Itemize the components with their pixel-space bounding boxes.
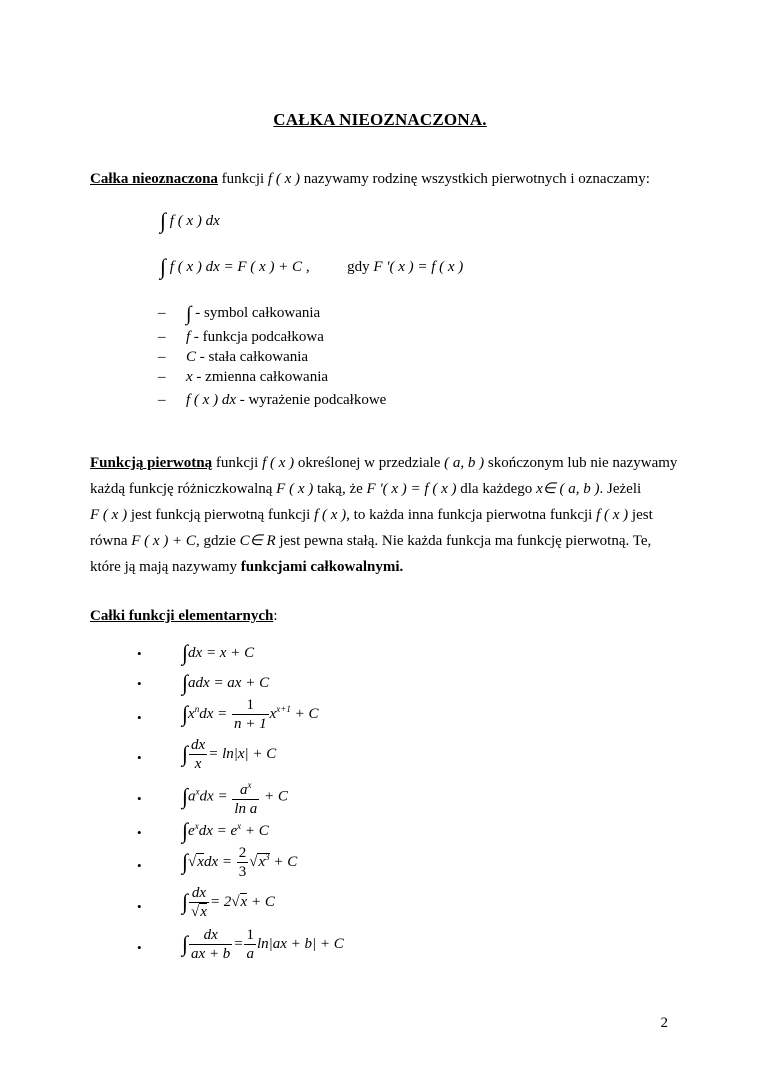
- formula-part: dx =: [203, 853, 232, 870]
- formula-exponent: x: [195, 786, 200, 797]
- primitive-text: jest funkcją pierwotną funkcji: [127, 507, 315, 523]
- integral-sign: ∫: [160, 208, 167, 233]
- formula-part: + C: [260, 788, 288, 805]
- primitive-text: funkcji: [212, 455, 263, 471]
- integral-formula-1: [182, 640, 254, 666]
- formula-body: dx = x + C: [188, 645, 255, 661]
- primitive-text: . Jeżeli: [599, 481, 642, 497]
- formula-1-body: f ( x ) dx: [169, 213, 220, 229]
- sqrt-icon: √: [191, 904, 200, 920]
- fraction: [189, 884, 209, 921]
- fraction-denominator: x: [200, 904, 207, 920]
- bullet: •: [137, 646, 142, 661]
- bullet: •: [137, 676, 142, 691]
- formula-part: + C: [269, 853, 298, 870]
- fraction-numerator: 1: [246, 927, 254, 943]
- integral-sign: ∫: [182, 640, 189, 665]
- legend-symbol: f: [186, 329, 191, 345]
- primitive-math: f ( x ): [262, 455, 295, 471]
- sqrt-icon: √: [188, 853, 197, 870]
- primitive-math: ( a, b ): [444, 455, 485, 471]
- integral-sign: ∫: [182, 700, 189, 726]
- primitive-bold-end: funkcjami całkowalnymi.: [240, 559, 404, 575]
- bullet: •: [137, 858, 142, 873]
- fraction-numerator: dx: [189, 926, 232, 945]
- legend-symbol: x: [186, 369, 193, 385]
- formula-part: =: [233, 935, 244, 952]
- legend-desc: - wyrażenie podcałkowe: [235, 392, 387, 408]
- formula-part: + C: [241, 823, 269, 839]
- fraction-denominator: x: [194, 756, 202, 772]
- formula-part: x: [188, 705, 195, 722]
- legend-row: [158, 349, 308, 366]
- primitive-math: F ( x ): [90, 507, 128, 523]
- bullet: •: [137, 791, 142, 806]
- primitive-text: jest pewna stałą. Nie każda funkcja ma funkcję pierwotną. Te, które ją mają nazywamy: [90, 533, 652, 575]
- fraction: [232, 696, 269, 733]
- primitive-math: F ( x ) + C: [131, 533, 196, 549]
- primitive-math: x∈ ( a, b ): [536, 481, 600, 497]
- fraction-numerator: dx: [189, 884, 209, 903]
- integral-sign: ∫: [182, 930, 189, 956]
- fraction-numerator: 2: [238, 845, 247, 861]
- formula-2-rhs: F '( x ) = f ( x ): [373, 259, 464, 275]
- primitive-text: jest równa: [90, 507, 653, 549]
- integral-sign: ∫: [182, 888, 189, 914]
- integral-sign: ∫: [182, 783, 189, 809]
- bullet: •: [137, 710, 142, 725]
- elementary-heading-row: [90, 603, 680, 629]
- legend-row: [158, 392, 386, 409]
- formula-part: + C: [247, 893, 275, 910]
- formula-antiderivative: [160, 254, 463, 280]
- formula-part: + C: [290, 705, 319, 722]
- primitive-text: skończonym lub nie nazywamy każdą funkcję różniczkowalną: [90, 455, 678, 497]
- integral-formula-3: [182, 696, 319, 733]
- formula-part: ln|ax + b| + C: [256, 935, 344, 952]
- legend-symbol: ∫: [186, 303, 192, 325]
- formula-part: dx =: [199, 705, 228, 722]
- fraction-numerator: a: [240, 782, 248, 798]
- formula-exponent: n: [194, 703, 200, 714]
- page-number: 2: [660, 1015, 668, 1031]
- fraction: [189, 926, 232, 963]
- integral-sign: ∫: [182, 740, 189, 766]
- page-title: CAŁKA NIEOZNACZONA.: [273, 110, 487, 129]
- legend-row: [158, 329, 324, 346]
- fraction-denominator: ax + b: [191, 946, 231, 962]
- formula-integral-fx: [160, 208, 220, 234]
- elementary-colon: :: [273, 608, 278, 624]
- formula-part: e: [188, 823, 195, 839]
- integral-formula-7: [182, 844, 297, 881]
- legend-desc: - symbol całkowania: [191, 305, 321, 321]
- primitive-text: dla każdego: [456, 481, 537, 497]
- primitive-term: Funkcją pierwotną: [90, 455, 213, 471]
- primitive-math: F ( x ): [276, 481, 314, 497]
- bullet: •: [137, 750, 142, 765]
- formula-exponent: x+1: [276, 703, 291, 714]
- integral-sign: ∫: [182, 670, 189, 695]
- legend-dash: –: [158, 305, 166, 321]
- integral-formula-4: [182, 736, 276, 773]
- fraction: [189, 736, 207, 773]
- sqrt-icon: √: [231, 893, 240, 910]
- legend-symbol: f ( x ) dx: [186, 392, 236, 408]
- legend-desc: - zmienna całkowania: [192, 369, 329, 385]
- fraction-denominator: 3: [238, 864, 247, 880]
- formula-part: dx = e: [198, 823, 238, 839]
- fraction: [237, 844, 249, 881]
- integral-formula-8: [182, 884, 275, 921]
- formula-exponent: 3: [265, 851, 270, 862]
- legend-row: [158, 369, 328, 386]
- legend-dash: –: [158, 349, 166, 365]
- primitive-paragraph: [90, 450, 680, 580]
- primitive-text: , gdzie: [195, 533, 240, 549]
- fraction-numerator: dx: [191, 737, 206, 753]
- formula-exponent: x: [194, 821, 199, 831]
- bullet: •: [137, 899, 142, 914]
- primitive-math: f ( x ): [596, 507, 629, 523]
- legend-dash: –: [158, 329, 166, 345]
- fraction-numerator: 1: [232, 696, 269, 715]
- primitive-math: C∈ R: [239, 533, 276, 549]
- radicand: x: [240, 893, 248, 910]
- fraction: [244, 926, 256, 963]
- formula-part: = ln|x| + C: [208, 745, 277, 762]
- primitive-text: , to każda inna funkcja pierwotna funkcji: [346, 507, 597, 523]
- legend-desc: - funkcja podcałkowa: [190, 329, 324, 345]
- definition-paragraph: [90, 166, 680, 192]
- integral-formula-6: [182, 818, 269, 844]
- formula-part: x: [269, 705, 277, 722]
- primitive-text: taką, że: [313, 481, 367, 497]
- integral-sign: ∫: [182, 848, 189, 874]
- integral-formula-5: [182, 776, 288, 818]
- primitive-text: określonej w przedziale: [294, 455, 445, 471]
- fraction-denominator: a: [246, 946, 254, 962]
- legend-symbol: C: [186, 349, 197, 365]
- bullet: •: [137, 940, 142, 955]
- formula-2-gdy: gdy: [347, 259, 370, 275]
- formula-part: a: [188, 788, 196, 805]
- definition-text-1: funkcji: [217, 171, 268, 187]
- formula-part: = 2: [209, 893, 232, 910]
- formula-exponent: x: [247, 780, 252, 790]
- formula-2-lhs: f ( x ) dx = F ( x ) + C ,: [169, 259, 310, 275]
- fraction-denominator: n + 1: [233, 716, 267, 732]
- sqrt-icon: √: [249, 853, 258, 870]
- legend-dash: –: [158, 369, 166, 385]
- primitive-math: F '( x ) = f ( x ): [366, 481, 457, 497]
- integral-formula-9: [182, 926, 344, 963]
- radicand: x: [258, 853, 266, 870]
- integral-formula-2: [182, 670, 269, 696]
- formula-body: adx = ax + C: [188, 675, 270, 691]
- formula-part: dx =: [199, 788, 228, 805]
- integral-sign: ∫: [160, 254, 167, 279]
- bullet: •: [137, 825, 142, 840]
- definition-text-2: nazywamy rodzinę wszystkich pierwotnych i oznaczamy:: [300, 171, 650, 187]
- legend-desc: - stała całkowania: [196, 349, 309, 365]
- elementary-heading: Całki funkcji elementarnych: [90, 608, 274, 624]
- legend-row: [158, 303, 320, 326]
- fraction-denominator: ln a: [234, 801, 258, 817]
- legend-dash: –: [158, 392, 166, 408]
- integral-sign: ∫: [182, 818, 189, 843]
- formula-exponent: x: [237, 821, 242, 831]
- fraction: [232, 776, 259, 818]
- radicand: x: [197, 853, 204, 870]
- primitive-math: f ( x ): [314, 507, 347, 523]
- definition-term: Całka nieoznaczona: [90, 171, 218, 187]
- definition-fx: f ( x ): [267, 171, 300, 187]
